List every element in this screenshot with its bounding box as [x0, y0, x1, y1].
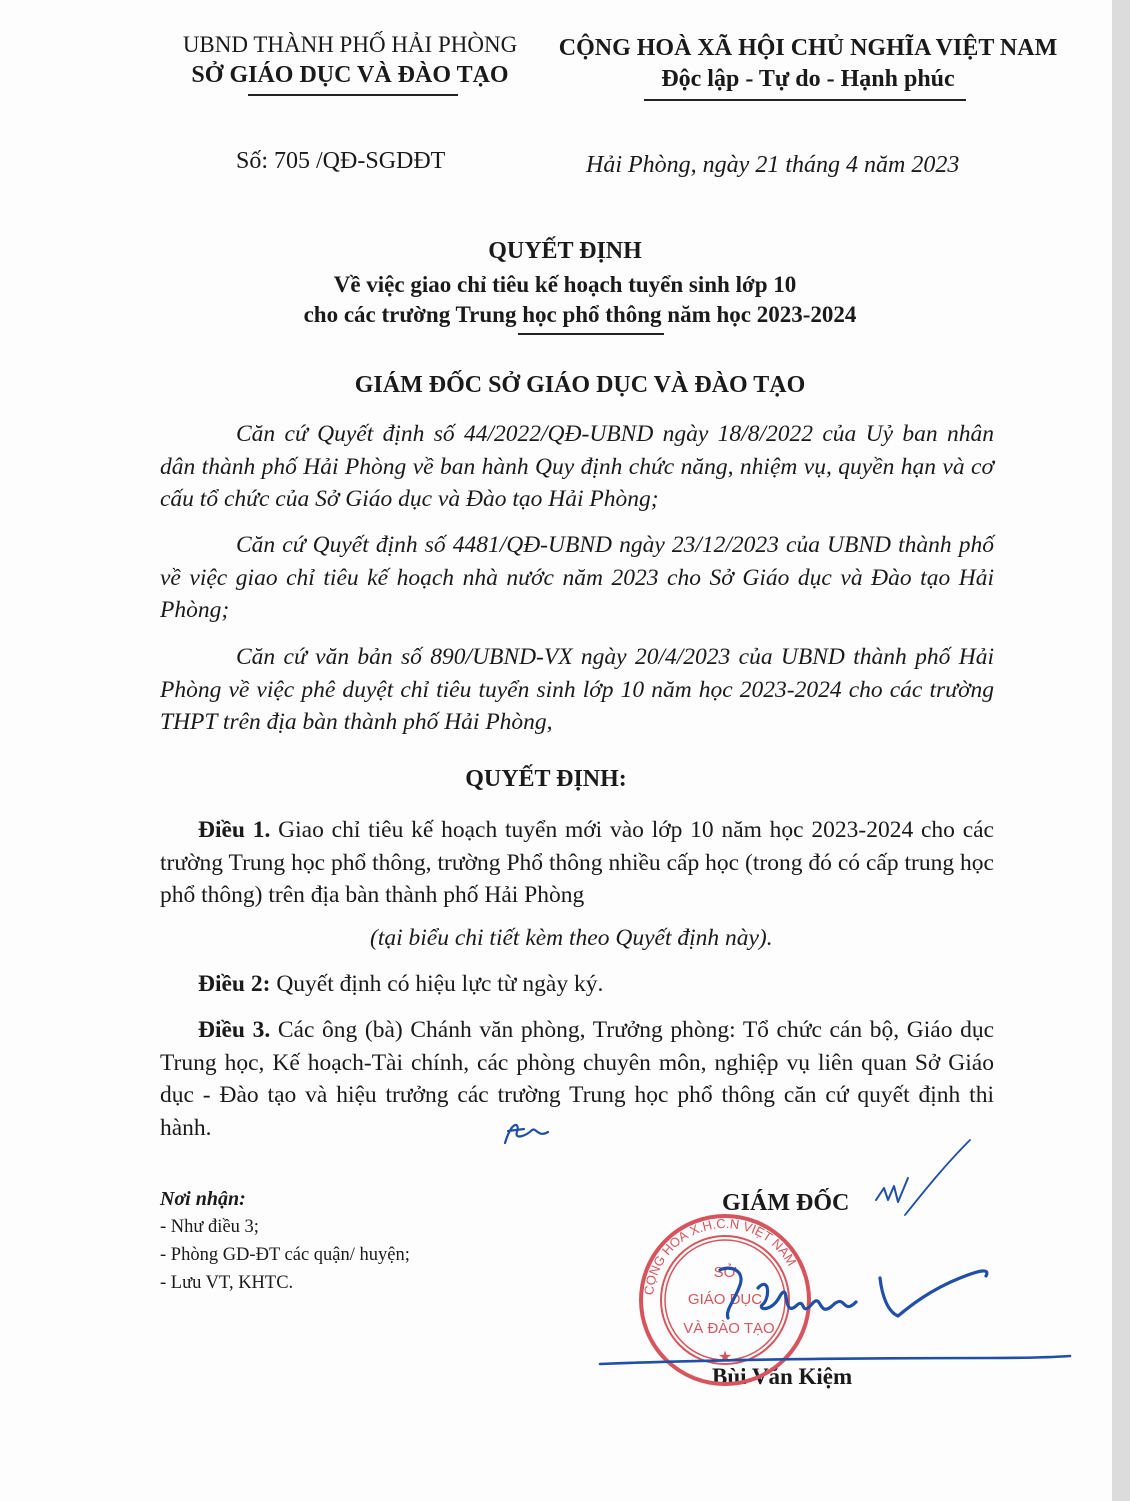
recipient-item: - Như điều 3;	[160, 1217, 259, 1237]
document-subject-line-2: cho các trường Trung học phổ thông năm học 2023-2024	[303, 302, 857, 327]
national-motto: Độc lập - Tự do - Hạnh phúc	[661, 66, 955, 92]
page-edge-shadow	[1112, 0, 1130, 1501]
article-3-text: Các ông (bà) Chánh văn phòng, Trưởng phòng: Tổ chức cán bộ, Giáo dục Trung học, Kế hoạch-Tài chính, các phòng chuyên môn, nghiệp vụ liên quan Sở Giáo dục - Đào tạo và hiệu trưởng các trường Trung học phổ thông căn cứ quyết định thi hành.	[160, 1017, 994, 1141]
stamp-center-line-2: GIÁO DỤC	[687, 1291, 763, 1308]
stamp-center-line-1: SỞ	[713, 1264, 737, 1281]
article-1-note: (tại biểu chi tiết kèm theo Quyết định này).	[370, 925, 773, 951]
recipient-item: - Phòng GD-ĐT các quận/ huyện;	[160, 1245, 410, 1265]
article-1-text: Giao chỉ tiêu kế hoạch tuyển mới vào lớp 10 năm học 2023-2024 cho các trường Trung học phổ thông, trường Phổ thông nhiều cấp học (trong đó có cấp trung học phổ thông) trên địa bàn thành phố Hải Phòng	[160, 817, 994, 908]
article-2-text: Quyết định có hiệu lực từ ngày ký.	[270, 971, 604, 997]
svg-text:CỘNG HOÀ X.H.C.N VIỆT NAM	[641, 1216, 799, 1296]
legal-basis-2: Căn cứ Quyết định số 4481/QĐ-UBND ngày 23/12/2023 của UBND thành phố về việc giao chỉ tiêu kế hoạch nhà nước năm 2023 cho Sở Giáo dục và Đào tạo Hải Phòng;	[160, 532, 994, 623]
legal-basis-1: Căn cứ Quyết định số 44/2022/QĐ-UBND ngày 18/8/2022 của Uỷ ban nhân dân thành phố Hải Phòng về ban hành Quy định chức năng, nhiệm vụ, quyền hạn và cơ cấu tổ chức của Sở Giáo dục và Đào tạo Hải Phòng;	[160, 421, 994, 512]
document-number: Số: 705 /QĐ-SGDĐT	[236, 148, 446, 174]
signer-name: Bùi Văn Kiệm	[712, 1364, 853, 1389]
document-subject-line-1: Về việc giao chỉ tiêu kế hoạch tuyển sinh lớp 10	[333, 272, 797, 297]
svg-text:★: ★	[717, 1349, 733, 1366]
article-3-label: Điều 3.	[198, 1017, 271, 1043]
stamp-ring-text: CỘNG HOÀ X.H.C.N VIỆT NAM	[641, 1215, 800, 1296]
org-name: SỞ GIÁO DỤC VÀ ĐÀO TẠO	[191, 62, 509, 88]
document-title: QUYẾT ĐỊNH	[488, 238, 642, 264]
place-date: Hải Phòng, ngày 21 tháng 4 năm 2023	[586, 152, 960, 178]
legal-basis-3: Căn cứ văn bản số 890/UBND-VX ngày 20/4/2023 của UBND thành phố Hải Phòng về việc phê duyệt chỉ tiêu tuyển sinh lớp 10 năm học 2023-2024 cho các trường THPT trên địa bàn thành phố Hải Phòng,	[160, 644, 994, 735]
org-parent: UBND THÀNH PHỐ HẢI PHÒNG	[182, 32, 518, 57]
stamp-center-line-3: VÀ ĐÀO TẠO	[683, 1320, 775, 1337]
issuing-authority: GIÁM ĐỐC SỞ GIÁO DỤC VÀ ĐÀO TẠO	[354, 372, 806, 398]
signer-title: GIÁM ĐỐC	[722, 1190, 850, 1216]
article-1-label: Điều 1.	[198, 817, 271, 843]
country-name: CỘNG HOÀ XÃ HỘI CHỦ NGHĨA VIỆT NAM	[558, 35, 1058, 61]
decision-heading: QUYẾT ĐỊNH:	[465, 766, 627, 792]
recipients-heading: Nơi nhận:	[160, 1188, 246, 1210]
article-2-label: Điều 2:	[198, 971, 271, 997]
initials-icon	[505, 1125, 548, 1143]
recipient-item: - Lưu VT, KHTC.	[160, 1273, 294, 1293]
